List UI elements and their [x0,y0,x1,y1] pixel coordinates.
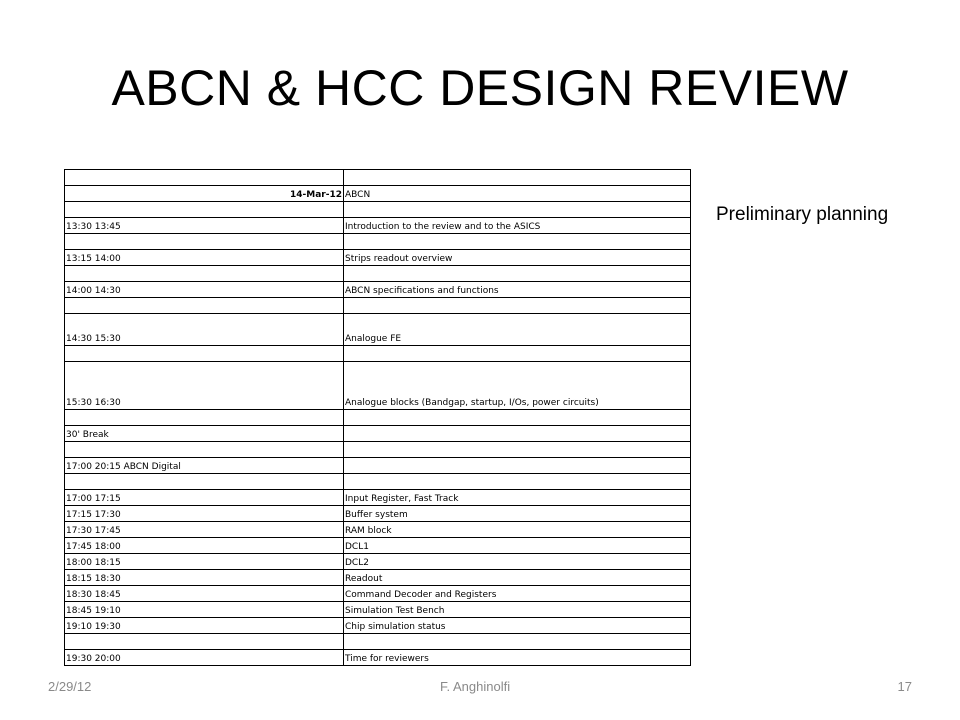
row-topic: Readout [344,570,691,586]
row-topic: Time for reviewers [344,650,691,666]
table-row [65,442,691,458]
row-time: 30' Break [65,426,344,442]
schedule-table [64,169,691,666]
footer-page-number: 17 [897,679,912,694]
row-time: 19:30 20:00 [65,650,344,666]
table-row [65,474,691,490]
row-time: 17:00 20:15 ABCN Digital [65,458,344,474]
row-time: 18:45 19:10 [65,602,344,618]
row-time: 14:30 15:30 [65,314,344,346]
table-row [65,634,691,650]
table-row [65,170,691,186]
preliminary-note: Preliminary planning [716,204,889,225]
table-row [65,298,691,314]
row-topic: Introduction to the review and to the ASICS [344,218,691,234]
row-topic [344,458,691,474]
row-topic: DCL2 [344,554,691,570]
table-row [65,538,691,554]
table-row [65,314,691,346]
row-topic: Analogue blocks (Bandgap, startup, I/Os, power circuits) [344,362,691,410]
table-row [65,490,691,506]
table-row [65,506,691,522]
row-topic: Command Decoder and Registers [344,586,691,602]
table-row [65,250,691,266]
table-row [65,602,691,618]
row-time: 18:30 18:45 [65,586,344,602]
table-row [65,362,691,410]
table-row [65,586,691,602]
table-row [65,554,691,570]
table-row [65,282,691,298]
row-time: 15:30 16:30 [65,362,344,410]
table-row [65,266,691,282]
row-topic: Chip simulation status [344,618,691,634]
slide-title: ABCN & HCC DESIGN REVIEW [111,60,849,116]
table-row [65,186,691,202]
footer-date: 2/29/12 [48,679,92,694]
schedule-date: 14-Mar-12 [65,186,344,202]
row-time: 17:45 18:00 [65,538,344,554]
row-topic: RAM block [344,522,691,538]
row-topic: DCL1 [344,538,691,554]
table-row [65,234,691,250]
table-row [65,410,691,426]
row-time: 13:30 13:45 [65,218,344,234]
row-topic: ABCN specifications and functions [344,282,691,298]
table-row [65,650,691,666]
row-topic: Input Register, Fast Track [344,490,691,506]
row-time: 18:00 18:15 [65,554,344,570]
table-row [65,522,691,538]
row-topic: Buffer system [344,506,691,522]
table-row [65,426,691,442]
table-row [65,618,691,634]
table-row [65,218,691,234]
table-row [65,458,691,474]
row-time: 14:00 14:30 [65,282,344,298]
footer-author: F. Anghinolfi [440,679,511,694]
row-time: 17:15 17:30 [65,506,344,522]
row-time: 17:30 17:45 [65,522,344,538]
table-row [65,346,691,362]
row-topic: Simulation Test Bench [344,602,691,618]
schedule-header-topic: ABCN [344,186,691,202]
row-time: 17:00 17:15 [65,490,344,506]
row-time: 18:15 18:30 [65,570,344,586]
row-topic: Analogue FE [344,314,691,346]
row-topic [344,426,691,442]
row-topic: Strips readout overview [344,250,691,266]
table-row [65,202,691,218]
table-row [65,570,691,586]
row-time: 19:10 19:30 [65,618,344,634]
row-time: 13:15 14:00 [65,250,344,266]
